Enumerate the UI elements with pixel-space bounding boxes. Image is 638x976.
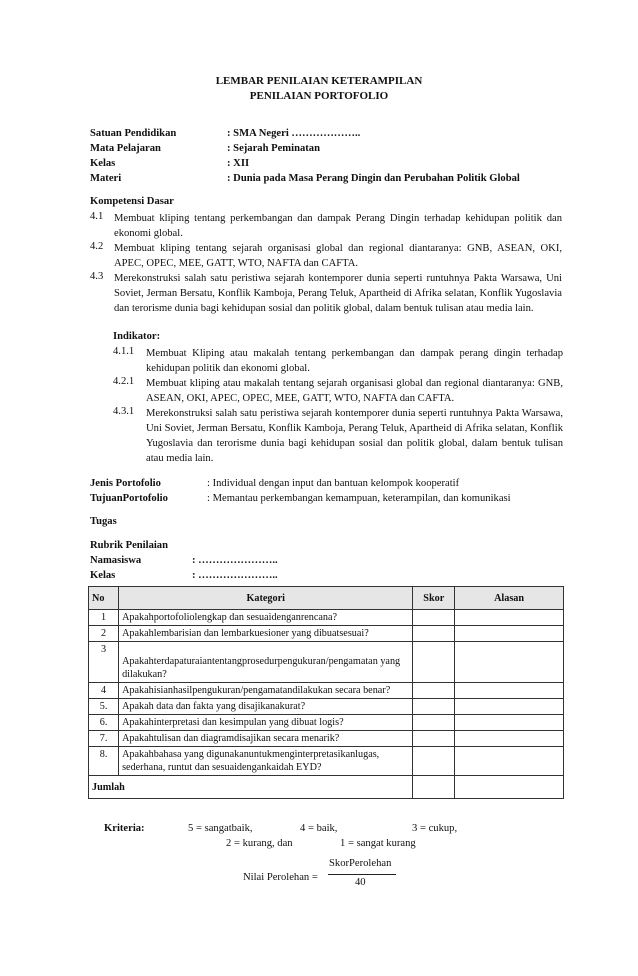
- row-no: 4: [89, 683, 119, 699]
- kriteria-label: Kriteria:: [104, 823, 145, 834]
- kriteria-3: 3 = cukup,: [412, 823, 458, 834]
- indikator-num: 4.2.1: [113, 376, 135, 387]
- row-no: 5.: [89, 699, 119, 715]
- kriteria-5: 5 = sangatbaik,: [188, 823, 253, 834]
- row-kategori: Apakahlembarisian dan lembarkuesioner yang dibuatsesuai?: [119, 626, 413, 642]
- kriteria-2: 2 = kurang, dan: [226, 838, 293, 849]
- kelas-label: Kelas: [90, 570, 116, 581]
- row-skor: [413, 715, 455, 731]
- kriteria-1: 1 = sangat kurang: [340, 838, 416, 849]
- identitas-label: Materi: [90, 173, 122, 184]
- row-no: 6.: [89, 715, 119, 731]
- jumlah-alasan: [455, 776, 564, 799]
- row-no: 3: [89, 642, 119, 683]
- column-header-skor: Skor: [413, 587, 455, 610]
- tugas-heading: Tugas: [90, 516, 117, 527]
- column-header-alasan: Alasan: [455, 587, 564, 610]
- kompetensi-text: Membuat kliping tentang sejarah organisasi global dan regional diantaranya: GNB, ASEAN, OKI, APEC, OPEC, MEE, GATT, WTO, NAFTA dan CAFTA.: [114, 243, 562, 269]
- row-kategori: Apakah data dan fakta yang disajikanakurat?: [119, 699, 413, 715]
- row-alasan: [455, 699, 564, 715]
- indikator-text: Membuat kliping atau makalah tentang sejarah organisasi global dan regional diantaranya: GNB, ASEAN, OKI, APEC, OPEC, MEE, GATT, WTO, NAFTA dan CAFTA.: [146, 378, 563, 404]
- portofolio-label: TujuanPortofolio: [90, 493, 168, 504]
- table-row: [89, 642, 564, 683]
- row-kategori: Apakahinterpretasi dan kesimpulan yang dibuat logis?: [119, 715, 413, 731]
- kompetensi-num: 4.3: [90, 271, 104, 282]
- table-row: [89, 715, 564, 731]
- column-header-no: No: [89, 587, 119, 610]
- row-alasan: [455, 610, 564, 626]
- jumlah-label: Jumlah: [89, 776, 413, 799]
- table-row: [89, 610, 564, 626]
- row-no: 2: [89, 626, 119, 642]
- row-alasan: [455, 715, 564, 731]
- identitas-label: Kelas: [90, 158, 116, 169]
- identitas-value: : SMA Negeri ………………..: [227, 128, 361, 139]
- rubrik-table: [88, 586, 564, 799]
- kriteria-4: 4 = baik,: [300, 823, 338, 834]
- table-row: [89, 683, 564, 699]
- rumus-denominator: 40: [355, 877, 366, 888]
- table-total-row: [89, 776, 564, 799]
- kompetensi-num: 4.1: [90, 211, 104, 222]
- identitas-value: : Sejarah Peminatan: [227, 143, 320, 154]
- row-alasan: [455, 626, 564, 642]
- table-row: [89, 626, 564, 642]
- title-line-1: LEMBAR PENILAIAN KETERAMPILAN: [215, 75, 423, 87]
- fraction-bar: [328, 874, 396, 875]
- identitas-label: Satuan Pendidikan: [90, 128, 177, 139]
- row-kategori: Apakahbahasa yang digunakanuntukmenginterpretasikanlugas, sederhana, runtut dan sesuaidengankaidah EYD?: [119, 747, 413, 776]
- kompetensi-text: Membuat kliping tentang perkembangan dan dampak Perang Dingin terhadap kehidupan politik dan ekonomi global.: [114, 213, 562, 239]
- table-row: [89, 731, 564, 747]
- row-skor: [413, 747, 455, 776]
- row-kategori: Apakahisianhasilpengukuran/pengamatandilakukan secara benar?: [119, 683, 413, 699]
- row-alasan: [455, 731, 564, 747]
- row-no: 7.: [89, 731, 119, 747]
- portofolio-label: Jenis Portofolio: [90, 478, 161, 489]
- table-row: [89, 699, 564, 715]
- identitas-value: : XII: [227, 158, 250, 169]
- title-line-2: PENILAIAN PORTOFOLIO: [249, 90, 389, 102]
- identitas-value: : Dunia pada Masa Perang Dingin dan Perubahan Politik Global: [227, 173, 520, 184]
- indikator-heading: Indikator:: [113, 331, 161, 342]
- nama-label: Namasiswa: [90, 555, 142, 566]
- row-skor: [413, 699, 455, 715]
- portofolio-value: : Individual dengan input dan bantuan kelompok kooperatif: [207, 478, 460, 489]
- rumus-left: Nilai Perolehan =: [243, 872, 318, 883]
- row-skor: [413, 610, 455, 626]
- table-header-row: [89, 587, 564, 610]
- indikator-num: 4.1.1: [113, 346, 135, 357]
- row-skor: [413, 642, 455, 683]
- column-header-kategori: Kategori: [119, 587, 413, 610]
- row-alasan: [455, 642, 564, 683]
- kelas-value: : …………………..: [192, 570, 278, 581]
- row-skor: [413, 731, 455, 747]
- portofolio-value: : Memantau perkembangan kemampuan, keterampilan, dan komunikasi: [207, 493, 511, 504]
- row-alasan: [455, 747, 564, 776]
- row-alasan: [455, 683, 564, 699]
- row-kategori: Apakahterdapaturaiantentangprosedurpengukuran/pengamatan yang dilakukan?: [119, 642, 413, 683]
- jumlah-skor: [413, 776, 455, 799]
- indikator-text: Membuat Kliping atau makalah tentang perkembangan dan dampak perang dingin terhadap kehidupan politik dan ekonomi global.: [146, 348, 563, 374]
- kompetensi-text: Merekonstruksi salah satu peristiwa sejarah kontemporer dunia seperti runtuhnya Pakta Warsawa, Uni Soviet, Jerman Bersatu, Konflik Kamboja, Perang Teluk, Apartheid di Afrika selatan, Konflik Yugoslavia dan terorisme dunia bagi kehidupan sosial dan politik global, dalam bentuk tulisan atau media lain.: [114, 273, 562, 314]
- row-skor: [413, 626, 455, 642]
- identitas-label: Mata Pelajaran: [90, 143, 161, 154]
- kompetensi-num: 4.2: [90, 241, 104, 252]
- rubrik-heading: Rubrik Penilaian: [90, 540, 168, 551]
- row-no: 8.: [89, 747, 119, 776]
- kompetensi-heading: Kompetensi Dasar: [90, 196, 174, 207]
- row-skor: [413, 683, 455, 699]
- indikator-text: Merekonstruksi salah satu peristiwa sejarah kontemporer dunia seperti runtuhnya Pakta Warsawa, Uni Soviet, Jerman Bersatu, Konflik Kamboja, Perang Teluk, Apartheid di Afrika selatan, Konflik Yugoslavia dan terorisme dunia bagi kehidupan sosial dan politik global, dalam bentuk tulisan atau media lain.: [146, 408, 563, 464]
- nama-value: : …………………..: [192, 555, 278, 566]
- row-kategori: Apakahportofoliolengkap dan sesuaidenganrencana?: [119, 610, 413, 626]
- indikator-num: 4.3.1: [113, 406, 135, 417]
- row-kategori: Apakahtulisan dan diagramdisajikan secara menarik?: [119, 731, 413, 747]
- table-row: [89, 747, 564, 776]
- row-no: 1: [89, 610, 119, 626]
- rumus-numerator: SkorPerolehan: [329, 858, 392, 869]
